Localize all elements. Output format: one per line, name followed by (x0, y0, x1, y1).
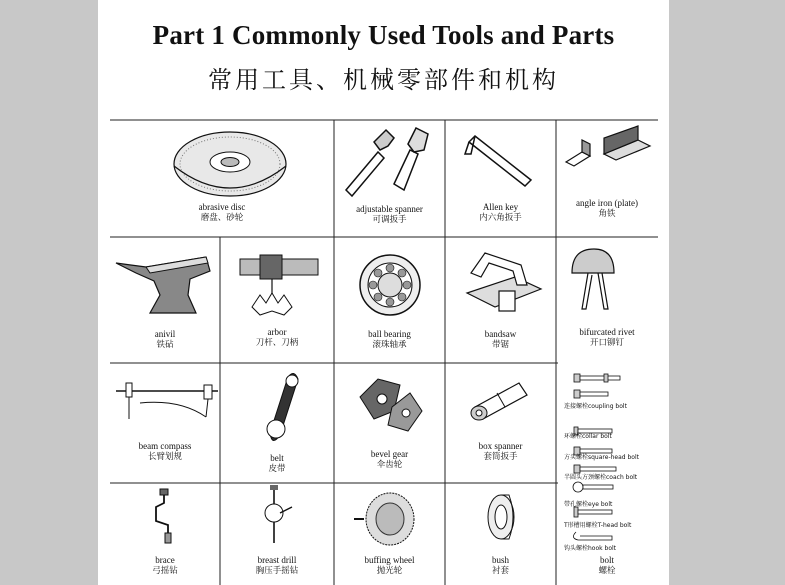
cell-abrasive-disc (110, 120, 334, 237)
label-en: bifurcated rivet (579, 327, 635, 337)
label-cn: 角铁 (598, 209, 616, 219)
label-en: box spanner (478, 441, 523, 451)
arbor-icon (220, 237, 334, 327)
label-breast-drill (220, 555, 334, 577)
angle-iron-icon (556, 120, 658, 180)
label-en: bevel gear (370, 449, 409, 459)
bolt-type-collar: 环螺栓collar bolt (564, 433, 612, 440)
cell-bifurcated-rivet (556, 237, 658, 363)
bolt-type-square-head: 方头螺栓square-head bolt (564, 454, 639, 461)
cell-bush (445, 483, 556, 585)
cell-bandsaw (445, 237, 556, 363)
bolt-type-t-head: T形槽用螺栓T-head bolt (564, 522, 632, 529)
cell-belt (220, 363, 334, 483)
label-en: angle iron (plate) (576, 198, 638, 208)
abrasive-disc-icon (110, 120, 334, 210)
label-brace (110, 555, 220, 577)
label-buffing-wheel (334, 555, 445, 577)
cell-beam-compass (110, 363, 220, 483)
label-beam-compass (110, 441, 220, 463)
label-anvil (110, 329, 220, 351)
cell-brace (110, 483, 220, 585)
label-en: abrasive disc (198, 202, 246, 212)
cell-breast-drill (220, 483, 334, 585)
label-en: bandsaw (484, 329, 517, 339)
label-angle-iron (556, 198, 658, 220)
cell-buffing-wheel (334, 483, 445, 585)
label-en: beam compass (138, 441, 192, 451)
label-cn: 胸压手摇钻 (255, 566, 299, 576)
cell-adjustable-spanner (334, 120, 445, 237)
cell-box-spanner (445, 363, 556, 483)
label-en: breast drill (257, 555, 297, 565)
label-en: buffing wheel (364, 555, 415, 565)
cell-angle-iron (556, 120, 658, 237)
allen-key-icon (445, 120, 556, 200)
label-cn: 磨盘、砂轮 (200, 213, 244, 223)
label-cn: 长臂划规 (147, 452, 182, 462)
cell-ball-bearing (334, 237, 445, 363)
label-cn: 铁砧 (156, 340, 174, 350)
bolt-type-hook: 钩头螺栓hook bolt (564, 545, 617, 552)
label-en: anivil (154, 329, 176, 339)
page-title-english: Part 1 Commonly Used Tools and Parts (152, 20, 615, 50)
label-en: arbor (267, 327, 287, 337)
cell-anvil (110, 237, 220, 363)
ball-bearing-icon (334, 237, 445, 327)
bolt-type-coupling: 连接螺栓coupling bolt (564, 403, 627, 410)
label-en: Allen key (482, 202, 519, 212)
label-cn: 螺栓 (598, 566, 616, 576)
bevel-gear-icon (334, 363, 445, 443)
label-en: brace (155, 555, 175, 565)
label-bandsaw (445, 329, 556, 351)
label-ball-bearing (334, 329, 445, 351)
cell-bolt (564, 370, 664, 585)
buffing-wheel-icon (334, 483, 445, 549)
anvil-icon (110, 237, 220, 327)
label-cn: 皮带 (268, 464, 286, 474)
label-en: belt (270, 453, 284, 463)
label-cn: 内六角扳手 (479, 213, 522, 223)
label-cn: 衬套 (491, 566, 509, 576)
brace-icon (110, 483, 220, 549)
label-abrasive-disc (110, 202, 334, 224)
cell-arbor (220, 237, 334, 363)
bush-icon (445, 483, 556, 549)
page-title-chinese: 常用工具、机械零部件和机构 (208, 66, 559, 94)
document-page (98, 0, 669, 585)
box-spanner-icon (445, 363, 556, 439)
belt-icon (220, 363, 334, 449)
label-cn: 可调扳手 (372, 215, 407, 225)
bifurcated-rivet-icon (556, 237, 658, 327)
bandsaw-icon (445, 237, 556, 327)
label-cn: 开口铆钉 (589, 338, 624, 348)
label-cn: 抛光轮 (376, 566, 403, 576)
adjustable-spanner-icon (334, 120, 445, 200)
label-en: ball bearing (368, 329, 411, 339)
label-cn: 伞齿轮 (376, 460, 403, 470)
bolt-type-coach: 半圆头方颈螺栓coach bolt (564, 474, 638, 481)
label-en: adjustable spanner (356, 204, 423, 214)
label-bolt (556, 555, 658, 577)
label-cn: 滚珠轴承 (372, 340, 407, 350)
label-en: bush (491, 555, 509, 565)
label-arbor (220, 327, 334, 349)
label-belt (220, 453, 334, 475)
label-cn: 带锯 (491, 340, 509, 350)
label-bevel-gear (334, 449, 445, 471)
breast-drill-icon (220, 483, 334, 549)
label-en: bolt (599, 555, 614, 565)
label-cn: 刀杆、刀柄 (255, 338, 299, 348)
cell-bevel-gear (334, 363, 445, 483)
bolt-type-eye: 带孔螺栓eye bolt (564, 501, 613, 508)
label-allen-key (445, 202, 556, 224)
label-adjustable-spanner (334, 204, 445, 226)
label-cn: 弓摇钻 (152, 566, 178, 576)
cell-bolt-label (556, 555, 658, 585)
label-bifurcated-rivet (556, 327, 658, 349)
beam-compass-icon (110, 363, 220, 439)
label-cn: 套筒扳手 (483, 452, 518, 462)
cell-allen-key (445, 120, 556, 237)
label-bush (445, 555, 556, 577)
label-box-spanner (445, 441, 556, 463)
bolt-icons (564, 370, 664, 560)
